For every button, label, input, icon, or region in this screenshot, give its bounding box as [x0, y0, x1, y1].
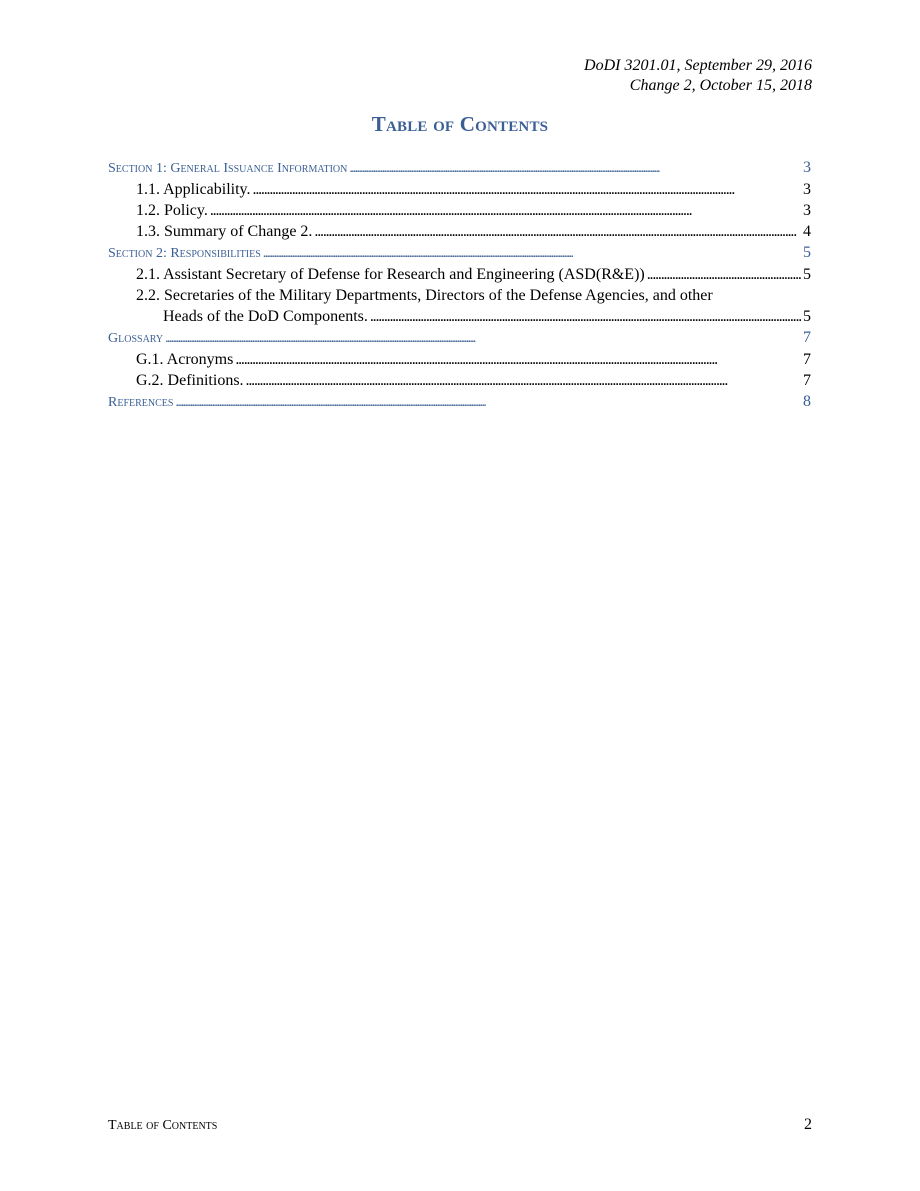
- toc-entry-label: Glossary: [108, 331, 164, 346]
- toc-page-number: 3: [803, 202, 811, 219]
- footer-section-name: Table of Contents: [108, 1118, 218, 1133]
- toc-link-glossary[interactable]: [108, 327, 811, 349]
- toc-dot-leader: [647, 264, 801, 285]
- toc-entry-label: Section 2: Responsibilities: [108, 246, 261, 261]
- toc-entry-label: 1.3. Summary of Change 2.: [136, 223, 313, 240]
- toc-entry-label-line1: 2.2. Secretaries of the Military Departments, Directors of the Defense Agencies, and other: [136, 287, 713, 304]
- toc-dot-leader: [235, 349, 801, 370]
- toc-dot-leader: [263, 243, 801, 264]
- toc-link-g-2[interactable]: [108, 370, 811, 391]
- toc-entry-label: G.2. Definitions.: [136, 372, 244, 389]
- footer-page-number: 2: [804, 1116, 812, 1133]
- toc-link-g-1[interactable]: [108, 349, 811, 370]
- toc-dot-leader: [314, 221, 801, 242]
- toc-entry-label-line2: Heads of the DoD Components.: [163, 308, 368, 325]
- toc-link-2-2[interactable]: [108, 285, 811, 327]
- toc-page-number: 4: [803, 223, 811, 240]
- toc-page-number: 7: [803, 351, 811, 368]
- toc-page-number: 8: [803, 393, 811, 410]
- toc-link-2-1[interactable]: [108, 264, 811, 285]
- toc-entry-label: 1.2. Policy.: [136, 202, 208, 219]
- toc-dot-leader: [175, 392, 801, 413]
- toc-page-number: 7: [803, 329, 811, 346]
- toc-dot-leader: [246, 370, 801, 391]
- toc-link-1-2[interactable]: [108, 200, 811, 221]
- page-header: [584, 56, 812, 96]
- toc-title: Table of Contents: [371, 112, 549, 136]
- toc-page-number: 5: [803, 266, 811, 283]
- toc-page-number: 5: [803, 244, 811, 261]
- toc-entry-label: References: [108, 395, 174, 410]
- toc-entry-label: 2.1. Assistant Secretary of Defense for Research and Engineering (ASD(R&E)): [136, 266, 645, 283]
- toc-link-1-1[interactable]: [108, 179, 811, 200]
- toc-entry-continuation: [108, 306, 811, 327]
- toc-link-references[interactable]: [108, 391, 811, 413]
- toc-entry-label: 1.1. Applicability.: [136, 181, 251, 198]
- toc-page-number: 3: [803, 181, 811, 198]
- toc-dot-leader: [165, 328, 801, 349]
- toc-entry-label: Section 1: General Issuance Information: [108, 161, 348, 176]
- toc-link-section-2[interactable]: [108, 242, 811, 264]
- toc-link-section-1[interactable]: [108, 157, 811, 179]
- toc-dot-leader: [349, 158, 801, 179]
- toc-entry-label: G.1. Acronyms: [136, 351, 234, 368]
- table-of-contents: [108, 157, 811, 413]
- toc-dot-leader: [210, 200, 801, 221]
- toc-page-number: 7: [803, 372, 811, 389]
- header-change-line: Change 2, October 15, 2018: [629, 77, 812, 94]
- toc-page-number: 3: [803, 159, 811, 176]
- toc-dot-leader: [370, 306, 801, 327]
- header-issuance-line: DoDI 3201.01, September 29, 2016: [584, 57, 812, 74]
- toc-dot-leader: [253, 179, 801, 200]
- toc-link-1-3[interactable]: [108, 221, 811, 242]
- toc-page-number: 5: [803, 308, 811, 325]
